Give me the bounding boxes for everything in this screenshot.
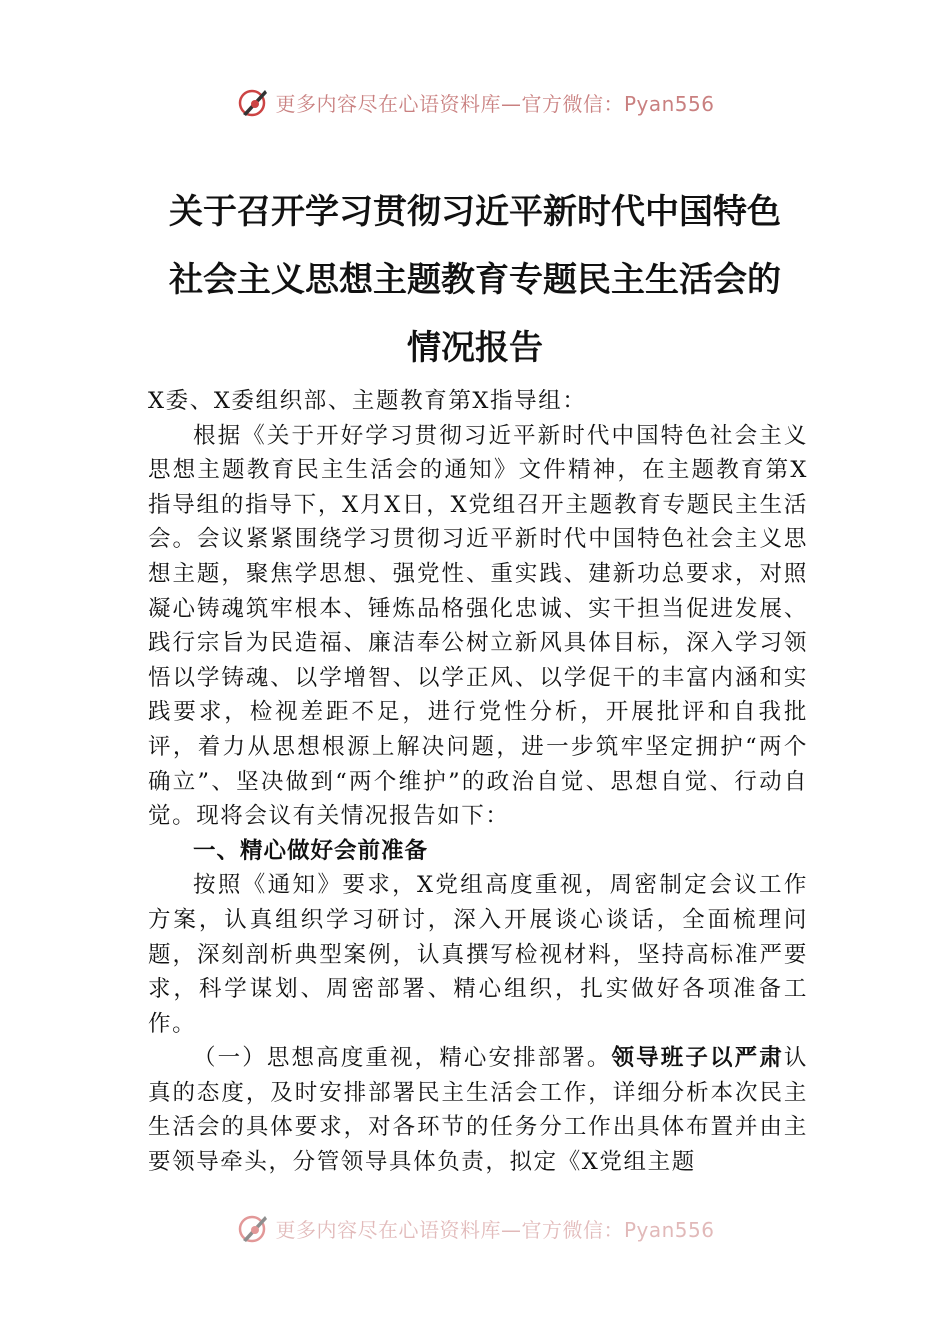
section-paragraph: 按照《通知》要求，X党组高度重视，周密制定会议工作方案，认真组织学习研讨，深入开展谈心谈话，全面梳理问题，深刻剖析典型案例，认真撰写检视材料，坚持高标准严要求，科学谋划、周密部署、精心组织，扎实做好各项准备工作。 (148, 872, 808, 1037)
watermark-footer (0, 1210, 950, 1246)
watermark-text: 更多内容尽在心语资料库—官方微信：Pyan556 (275, 91, 715, 116)
intro-paragraph: 根据《关于开好学习贯彻习近平新时代中国特色社会主义思想主题教育民主生活会的通知》文件精神，在主题教育第X指导组的指导下，X月X日，X党组召开主题教育专题民主生活会。会议紧紧围绕学习贯彻习近平新时代中国特色社会主义思想主题，聚焦学思想、强党性、重实践、建新功总要求，对照凝心铸魂筑牢根本、锤炼品格强化忠诚、实干担当促进发展、践行宗旨为民造福、廉洁奉公树立新风具体目标，深入学习领悟以学铸魂、以学增智、以学正风、以学促干的丰富内涵和实践要求，检视差距不足，进行党性分析，开展批评和自我批评，着力从思想根源上解决问题，进一步筑牢坚定拥护“两个确立”、坚决做到“两个维护”的政治自觉、思想自觉、行动自觉。现将会议有关情况报告如下： (148, 422, 808, 830)
section-heading: 一、精心做好会前准备 (193, 837, 429, 864)
subsection-heading: （一）思想高度重视，精心安排部署。 (193, 1045, 612, 1072)
watermark-text: 更多内容尽在心语资料库—官方微信：Pyan556 (275, 1217, 715, 1242)
salutation: X委、X委组织部、主题教育第X指导组： (148, 388, 587, 414)
title-line: 社会主义思想主题教育专题民主生活会的 (169, 260, 781, 300)
title-line: 情况报告 (407, 328, 543, 368)
document-body (148, 384, 808, 1180)
subsection-text: 认真的态度，及时安排部署民主生活会工作，详细分析本次民主生活会的具体要求，对各环节的任务分工作出具体布置并由主要领导牵头，分管领导具体负责，拟定《X党组主题 (148, 1045, 808, 1176)
subsection-bold-lead: 领导班子以严肃 (611, 1045, 784, 1072)
pen-logo-icon (235, 1210, 271, 1246)
title-line: 关于召开学习贯彻习近平新时代中国特色 (169, 192, 781, 232)
subsection-paragraph (148, 1041, 808, 1179)
watermark-header (0, 84, 950, 120)
pen-logo-icon (235, 84, 271, 120)
document-title (150, 178, 800, 382)
